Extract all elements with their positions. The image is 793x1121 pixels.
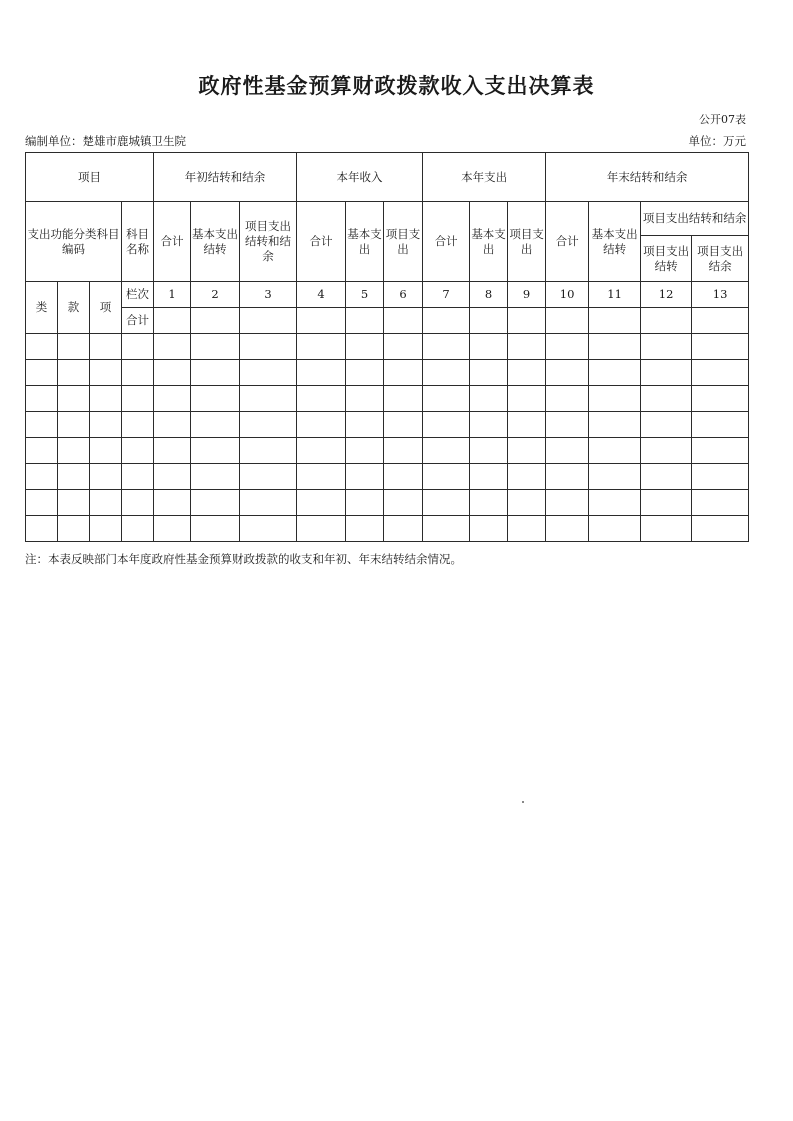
table-cell [122, 412, 154, 438]
table-row [26, 334, 749, 360]
table-cell [546, 360, 589, 386]
table-cell [470, 386, 508, 412]
table-cell [346, 516, 384, 542]
table-cell [470, 438, 508, 464]
table-cell [641, 386, 692, 412]
table-cell [589, 412, 641, 438]
table-cell [297, 334, 346, 360]
unit-row [25, 133, 746, 149]
col-number: 4 [297, 282, 346, 308]
total-cell [154, 308, 191, 334]
total-cell [641, 308, 692, 334]
table-cell [546, 516, 589, 542]
table-cell [641, 412, 692, 438]
table-cell [641, 360, 692, 386]
table-cell [154, 386, 191, 412]
budget-table [25, 152, 749, 542]
header-end-basic: 基本支出结转 [589, 202, 641, 282]
table-cell [122, 334, 154, 360]
table-cell [26, 412, 58, 438]
table-cell [384, 490, 423, 516]
total-row-label: 合计 [122, 308, 154, 334]
table-cell [692, 334, 749, 360]
total-cell [546, 308, 589, 334]
table-cell [122, 386, 154, 412]
table-row [26, 438, 749, 464]
total-cell [589, 308, 641, 334]
table-cell [122, 360, 154, 386]
header-kuan: 款 [58, 282, 90, 334]
table-row [26, 412, 749, 438]
header-income-basic: 基本支出 [346, 202, 384, 282]
col-number: 2 [191, 282, 240, 308]
page-title: 政府性基金预算财政拨款收入支出决算表 [198, 74, 595, 98]
table-cell [240, 490, 297, 516]
header-expense-basic: 基本支出 [470, 202, 508, 282]
table-cell [26, 334, 58, 360]
table-row [26, 516, 749, 542]
table-cell [423, 360, 470, 386]
table-cell [122, 464, 154, 490]
table-cell [423, 438, 470, 464]
header-expense-total: 合计 [423, 202, 470, 282]
table-cell [297, 516, 346, 542]
table-cell [58, 438, 90, 464]
table-cell [508, 438, 546, 464]
table-cell [26, 490, 58, 516]
col-number: 3 [240, 282, 297, 308]
table-cell [58, 334, 90, 360]
total-cell [346, 308, 384, 334]
table-cell [546, 438, 589, 464]
table-cell [470, 516, 508, 542]
table-cell [154, 412, 191, 438]
table-cell [122, 490, 154, 516]
header-begin-basic: 基本支出结转 [191, 202, 240, 282]
table-cell [423, 386, 470, 412]
table-cell [508, 412, 546, 438]
table-cell [240, 360, 297, 386]
table-cell [240, 386, 297, 412]
table-cell [90, 490, 122, 516]
reporting-unit: 编制单位：楚雄市鹿城镇卫生院 [25, 134, 186, 148]
total-cell [470, 308, 508, 334]
table-cell [423, 516, 470, 542]
table-cell [58, 516, 90, 542]
table-cell [692, 360, 749, 386]
table-cell [191, 516, 240, 542]
header-lei: 类 [26, 282, 58, 334]
table-cell [346, 490, 384, 516]
total-cell [297, 308, 346, 334]
header-subject-name: 科目名称 [122, 202, 154, 282]
table-cell [297, 386, 346, 412]
table-cell [692, 490, 749, 516]
table-cell [546, 334, 589, 360]
table-cell [641, 438, 692, 464]
header-end-balance: 年末结转和结余 [546, 153, 749, 202]
table-cell [90, 516, 122, 542]
table-cell [508, 386, 546, 412]
table-cell [191, 334, 240, 360]
table-cell [154, 438, 191, 464]
table-cell [58, 386, 90, 412]
col-number: 1 [154, 282, 191, 308]
col-number: 12 [641, 282, 692, 308]
table-cell [470, 412, 508, 438]
table-cell [240, 438, 297, 464]
table-cell [240, 516, 297, 542]
table-cell [26, 438, 58, 464]
header-end-project-surplus: 项目支出结余 [692, 236, 749, 282]
table-cell [154, 516, 191, 542]
header-begin-total: 合计 [154, 202, 191, 282]
table-cell [546, 386, 589, 412]
table-cell [90, 334, 122, 360]
header-expense: 本年支出 [423, 153, 546, 202]
table-cell [58, 490, 90, 516]
table-cell [297, 490, 346, 516]
total-cell [191, 308, 240, 334]
table-cell [154, 360, 191, 386]
table-cell [384, 516, 423, 542]
table-cell [26, 386, 58, 412]
table-cell [191, 360, 240, 386]
table-cell [384, 360, 423, 386]
col-number: 13 [692, 282, 749, 308]
table-cell [641, 490, 692, 516]
table-cell [58, 464, 90, 490]
table-cell [470, 334, 508, 360]
col-number: 6 [384, 282, 423, 308]
header-income: 本年收入 [297, 153, 423, 202]
table-cell [90, 438, 122, 464]
table-cell [423, 334, 470, 360]
table-cell [346, 360, 384, 386]
col-number: 9 [508, 282, 546, 308]
table-cell [90, 360, 122, 386]
table-cell [346, 464, 384, 490]
col-number: 7 [423, 282, 470, 308]
table-cell [384, 464, 423, 490]
table-cell [384, 438, 423, 464]
table-cell [191, 490, 240, 516]
table-cell [26, 360, 58, 386]
table-cell [641, 334, 692, 360]
table-cell [589, 360, 641, 386]
table-cell [297, 360, 346, 386]
header-begin-balance: 年初结转和结余 [154, 153, 297, 202]
table-cell [470, 490, 508, 516]
table-cell [589, 386, 641, 412]
table-cell [191, 464, 240, 490]
table-cell [546, 412, 589, 438]
table-cell [692, 386, 749, 412]
header-xiang: 项 [90, 282, 122, 334]
table-cell [641, 516, 692, 542]
total-cell [692, 308, 749, 334]
header-end-total: 合计 [546, 202, 589, 282]
header-income-total: 合计 [297, 202, 346, 282]
table-cell [154, 334, 191, 360]
table-cell [589, 438, 641, 464]
table-cell [90, 386, 122, 412]
footnote: 注：本表反映部门本年度政府性基金预算财政拨款的收支和年初、年末结转结余情况。 [25, 552, 462, 566]
table-cell [470, 464, 508, 490]
table-cell [297, 464, 346, 490]
table-cell [384, 386, 423, 412]
total-cell [423, 308, 470, 334]
table-cell [240, 334, 297, 360]
form-code: 公开07表 [699, 113, 746, 126]
table-cell [240, 464, 297, 490]
table-cell [191, 386, 240, 412]
total-cell [384, 308, 423, 334]
table-cell [58, 412, 90, 438]
table-cell [692, 412, 749, 438]
table-cell [122, 516, 154, 542]
table-cell [508, 360, 546, 386]
table-cell [191, 438, 240, 464]
table-cell [297, 438, 346, 464]
header-end-project: 项目支出结转和结余 [641, 202, 749, 236]
header-end-project-carry: 项目支出结转 [641, 236, 692, 282]
table-cell [589, 334, 641, 360]
header-project: 项目 [26, 153, 154, 202]
table-row [26, 386, 749, 412]
table-cell [508, 334, 546, 360]
col-number: 5 [346, 282, 384, 308]
table-cell [58, 360, 90, 386]
table-cell [589, 464, 641, 490]
header-begin-project: 项目支出结转和结余 [240, 202, 297, 282]
table-cell [423, 490, 470, 516]
table-cell [508, 464, 546, 490]
table-cell [589, 490, 641, 516]
table-cell [26, 516, 58, 542]
table-cell [384, 334, 423, 360]
table-cell [508, 516, 546, 542]
table-cell [641, 464, 692, 490]
table-cell [692, 464, 749, 490]
currency-unit: 单位：万元 [688, 134, 746, 148]
table-cell [692, 516, 749, 542]
table-row [26, 490, 749, 516]
table-cell [470, 360, 508, 386]
table-cell [154, 464, 191, 490]
col-number: 8 [470, 282, 508, 308]
scan-speck [522, 801, 524, 803]
table-row [26, 360, 749, 386]
table-cell [122, 438, 154, 464]
table-cell [90, 464, 122, 490]
total-cell [240, 308, 297, 334]
table-cell [240, 412, 297, 438]
total-cell [508, 308, 546, 334]
table-cell [90, 412, 122, 438]
table-cell [546, 490, 589, 516]
table-cell [346, 412, 384, 438]
table-cell [423, 412, 470, 438]
table-cell [384, 412, 423, 438]
table-cell [346, 386, 384, 412]
table-cell [508, 490, 546, 516]
header-expense-project: 项目支出 [508, 202, 546, 282]
table-row [26, 464, 749, 490]
table-cell [589, 516, 641, 542]
table-cell [346, 438, 384, 464]
table-cell [692, 438, 749, 464]
col-number: 10 [546, 282, 589, 308]
table-cell [191, 412, 240, 438]
table-cell [546, 464, 589, 490]
table-cell [346, 334, 384, 360]
table-cell [26, 464, 58, 490]
header-func-code: 支出功能分类科目编码 [26, 202, 122, 282]
col-number: 11 [589, 282, 641, 308]
col-index-label: 栏次 [122, 282, 154, 308]
table-cell [423, 464, 470, 490]
data-rows [26, 334, 749, 542]
header-income-project: 项目支出 [384, 202, 423, 282]
table-cell [154, 490, 191, 516]
table-cell [297, 412, 346, 438]
